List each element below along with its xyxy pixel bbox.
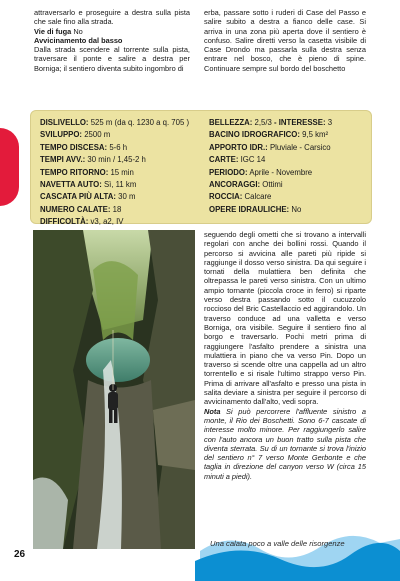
top-left-column xyxy=(34,8,190,73)
approach-text: Dalla strada scendere al torrente sulla pista, traversare il ponte e salire a destra per Borniga; il sentiero diventa subito ingombro di xyxy=(34,45,190,73)
info-label: NAVETTA AUTO: xyxy=(40,180,102,190)
info-value: 525 m (da q. 1230 a q. 705 ) xyxy=(90,118,190,127)
info-value: Calcare xyxy=(244,192,272,202)
info-label: ROCCIA: xyxy=(209,192,243,202)
info-row-apporto xyxy=(209,142,369,154)
escape-routes xyxy=(34,27,190,36)
escape-routes-label: Vie di fuga xyxy=(34,26,72,36)
info-value: Aprile - Novembre xyxy=(249,167,313,177)
info-label: CASCATA PIÙ ALTA: xyxy=(40,192,116,202)
return-route-text: seguendo degli ometti che si trovano a intervalli regolari con anche dei bollini rossi. Quando il percorso si avvicina alle pareti più ripide si raggiunge il dosso verso sinistra. Da qui seguire i tornati della mulattiera ben definita che oltrepassa le pareti verso sinistra. Con un ultimo ampio tornante (piccola croce in ferro) si riparte verso destra passando sotto il cucuzzolo roccioso del Bric Castellaccio ed aggirandolo. Un traverso conduce ad una valletta e verso Borniga, ora visibile. Seguire il sentiero fino al borgo e traversarlo. Pochi metri prima di raggiungere l'asfalto prendere a sinistra una mulattiera in piano che va verso Pin. Dopo un traverso si scende oltre una cappella ad un altro torrentello e si risale l'ultimo strappo verso Pin. Prima di arrivare all'asfalto e presso una pista in salita deviare a sinistra per seguire il percorso di avvicinamento dall'alto, vedi sopra. xyxy=(204,230,366,407)
canyon-photo xyxy=(33,230,195,549)
info-label: ANCORAGGI: xyxy=(209,180,261,190)
info-value: 15 min xyxy=(110,167,134,177)
red-edge-tab xyxy=(0,128,19,206)
info-row-calate xyxy=(40,204,200,216)
page-number: 26 xyxy=(14,549,26,560)
info-label: DISLIVELLO: xyxy=(40,118,89,127)
info-value: v3, a2, IV xyxy=(90,217,124,227)
info-label: TEMPO RITORNO: xyxy=(40,167,109,177)
info-left-column xyxy=(40,117,200,229)
photo-caption: Una calata poco a valle delle risorgenze xyxy=(210,539,345,548)
intro-line: attraversarlo e proseguire a destra sulla pista che sale fino alla strada. xyxy=(34,8,190,27)
note-text: Si può percorrere l'affluente sinistro a monte, il Rio dei Boschetti. Sono 6-7 cascate di interesse molto minore. Per raggiungerlo salire con l'auto ancora un buon tratto sulla pista che diventa sterrata. Su di un tornante si trova l'inizio del sentiero n° 7 verso Monte Gerbonte e che taglia in direzione del canyon verso W (circa 15 minuti a piedi). xyxy=(204,406,366,481)
info-label: CARTE: xyxy=(209,155,239,165)
info-label: SVILUPPO: xyxy=(40,130,83,140)
info-row-bellezza xyxy=(209,117,369,129)
info-value: 5-6 h xyxy=(109,142,128,152)
info-value: IGC 14 xyxy=(240,155,266,165)
info-label: - INTERESSE: xyxy=(274,118,326,127)
info-label: BACINO IDROGRAFICO: xyxy=(209,130,300,140)
canyon-photo-illustration xyxy=(33,230,195,549)
info-value: Ottimi xyxy=(262,180,283,190)
top-right-column xyxy=(204,8,366,73)
info-value: 3 xyxy=(327,118,333,127)
note-paragraph xyxy=(204,407,366,481)
info-row-difficolta xyxy=(40,216,200,228)
bottom-right-column xyxy=(204,230,366,481)
info-label: APPORTO IDR.: xyxy=(209,142,268,152)
info-row-roccia xyxy=(209,191,369,203)
info-value: 30 min / 1,45-2 h xyxy=(87,155,146,165)
info-label: TEMPI AVV.: xyxy=(40,155,86,165)
top-right-text: erba, passare sotto i ruderi di Case del Passo e salire subito a destra a fianco delle case. Si arriva in una zona più aperta dove il sentiero è confuso. Salire diretti verso la casetta visibile di Case Drondo ma passarla sulla destra senza entrare nel bosco, che è pieno di spine. Continuare sempre sul bordo del boschetto xyxy=(204,8,366,73)
info-label: PERIODO: xyxy=(209,167,248,177)
info-row-carte xyxy=(209,154,369,166)
info-row-ancoraggi xyxy=(209,179,369,191)
info-label: BELLEZZA: xyxy=(209,118,253,127)
info-row-sviluppo xyxy=(40,129,200,141)
info-label: DIFFICOLTÀ: xyxy=(40,217,89,227)
info-value: 30 m xyxy=(118,192,136,202)
info-value: 2500 m xyxy=(84,130,111,140)
escape-routes-value: No xyxy=(73,26,83,36)
info-row-navetta xyxy=(40,179,200,191)
info-row-opere xyxy=(209,204,369,216)
info-value: Pluviale - Carsico xyxy=(269,142,331,152)
technical-info-box xyxy=(30,110,372,227)
info-row-periodo xyxy=(209,167,369,179)
info-row-cascata xyxy=(40,191,200,203)
info-label: TEMPO DISCESA: xyxy=(40,142,108,152)
note-label: Nota xyxy=(204,406,221,416)
info-value: 9,5 km² xyxy=(302,130,329,140)
info-row-tempi-avv xyxy=(40,154,200,166)
info-value: No xyxy=(291,204,302,214)
info-right-column xyxy=(209,117,369,216)
info-value: 18 xyxy=(112,204,122,214)
approach-heading: Avvicinamento dal basso xyxy=(34,35,123,45)
decorative-waves xyxy=(0,521,400,581)
info-row-tempo-ritorno xyxy=(40,167,200,179)
info-value: 2,5/3 xyxy=(254,118,272,127)
info-value: Sì, 11 km xyxy=(103,180,137,190)
info-row-bacino xyxy=(209,129,369,141)
info-row-tempo-discesa xyxy=(40,142,200,154)
info-label: NUMERO CALATE: xyxy=(40,204,111,214)
info-row-dislivello xyxy=(40,117,200,129)
info-label: OPERE IDRAULICHE: xyxy=(209,204,290,214)
